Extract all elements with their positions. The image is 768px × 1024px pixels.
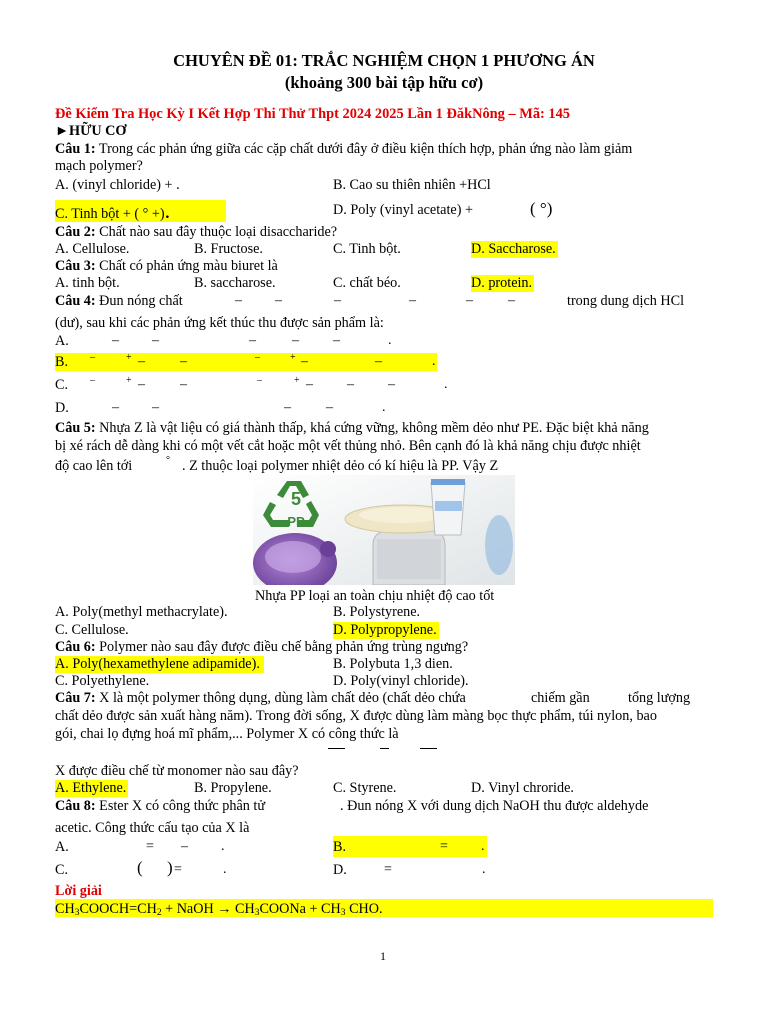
charge-sign: – — [90, 352, 95, 363]
recycle-number: 5 — [290, 489, 301, 509]
eq-text: + NaOH → CH — [161, 901, 255, 917]
question-label: Câu 3: — [55, 258, 96, 274]
recycle-code: PP — [287, 514, 305, 529]
q6-option-b: B. Polybuta 1,3 dien. — [333, 656, 453, 672]
formula-dash: . — [481, 839, 485, 854]
q2-option-b: B. Fructose. — [194, 241, 263, 257]
formula-dash: . — [444, 377, 448, 392]
exam-title: Đề Kiểm Tra Học Kỳ I Kết Hợp Thi Thử Thpt 2024 2025 Lần 1 ĐăkNông – Mã: 145 — [55, 106, 570, 122]
q3-option-a: A. tinh bột. — [55, 275, 120, 291]
q8-option-d: D. — [333, 862, 347, 878]
question-label: Câu 8: — [55, 798, 96, 814]
q6-option-d: D. Poly(vinyl chloride). — [333, 673, 469, 689]
degree-sign: ° — [166, 455, 170, 466]
question-7-text-4: X được điều chế từ monomer nào sau đây? — [55, 763, 299, 779]
question-3 — [55, 258, 278, 275]
q2-option-d: D. Saccharose. — [471, 241, 556, 257]
question-label: Câu 7: — [55, 690, 96, 706]
q1-option-c — [55, 198, 171, 223]
q1-option-d-formula: ( °) — [530, 199, 553, 218]
question-5-text-3b: . Z thuộc loại polymer nhiệt dẻo có kí hiệu là PP. Vậy Z — [182, 458, 499, 474]
formula-equals: = — [384, 862, 392, 877]
formula-dash: – — [409, 293, 416, 308]
formula-dash: – — [306, 377, 313, 392]
solution-label: Lời giải — [55, 883, 102, 899]
question-5-text-3a: độ cao lên tới — [55, 458, 133, 474]
formula-dash: – — [152, 400, 159, 415]
pp-plastic-image — [253, 475, 515, 585]
formula-equals: = — [146, 839, 154, 854]
formula-dash: – — [347, 377, 354, 392]
q8-option-b: B. — [333, 839, 347, 855]
charge-sign: + — [126, 352, 132, 363]
formula-equals: = — [174, 862, 182, 877]
formula-dash: . — [432, 354, 436, 369]
formula-paren: ) — [167, 858, 173, 877]
charge-sign: + — [126, 375, 132, 386]
formula-dash: – — [138, 377, 145, 392]
question-6 — [55, 639, 468, 656]
formula-dash: . — [223, 862, 227, 877]
q1-option-c-dot: . — [164, 198, 171, 223]
question-text: Ester X có công thức phân tử — [95, 798, 266, 814]
eq-text: COOCH=CH — [79, 901, 157, 917]
q8-option-c: C. — [55, 862, 69, 878]
bond-line — [328, 748, 345, 749]
formula-dash: . — [482, 862, 486, 877]
formula-dash: – — [180, 354, 187, 369]
bond-line — [420, 748, 437, 749]
formula-dash: – — [112, 333, 119, 348]
question-7-text-1c: tổng lượng — [628, 690, 691, 706]
formula-dash: – — [284, 400, 291, 415]
eq-subscript: 3 — [254, 908, 260, 918]
formula-dash: – — [180, 377, 187, 392]
question-5-text-2: bị xé rách dễ dàng khi có một vết cắt hoặc một vết thủng nhỏ. Bên cạnh đó là khả năng chịu được nhiệt — [55, 438, 641, 454]
eq-text: CHO. — [345, 901, 383, 917]
q1-option-b: B. Cao su thiên nhiên +HCl — [333, 177, 491, 193]
question-text: Chất nào sau đây thuộc loại disaccharide? — [95, 224, 338, 240]
question-label: Câu 6: — [55, 639, 96, 655]
q1-option-a: A. (vinyl chloride) + . — [55, 177, 180, 193]
question-text: Đun nóng chất — [95, 293, 183, 309]
question-label: Câu 1: — [55, 141, 96, 157]
q7-option-b: B. Propylene. — [194, 780, 272, 796]
charge-sign: – — [90, 375, 95, 386]
charge-sign: – — [255, 352, 260, 363]
question-8-text-1b: . Đun nóng X với dung dịch NaOH thu được aldehyde — [340, 798, 649, 814]
q3-option-d: D. protein. — [471, 275, 533, 291]
q1-option-c-text: C. Tinh bột + ( ° +) — [55, 206, 165, 222]
q4-option-b: B. — [55, 354, 69, 370]
q2-option-a: A. Cellulose. — [55, 241, 130, 257]
section-heading: ►HỮU CƠ — [55, 123, 127, 139]
formula-dash: – — [375, 354, 382, 369]
formula-dash: – — [152, 333, 159, 348]
question-text: X là một polymer thông dụng, dùng làm chất dẻo (chất dẻo chứa — [95, 690, 466, 706]
charge-sign: – — [257, 375, 262, 386]
q3-option-b: B. saccharose. — [194, 275, 276, 291]
q6-option-c: C. Polyethylene. — [55, 673, 150, 689]
bond-line — [380, 748, 389, 749]
formula-dash: . — [388, 333, 392, 348]
question-8-text-2: acetic. Công thức cấu tạo của X là — [55, 820, 250, 836]
charge-sign: + — [294, 375, 300, 386]
q1-option-d: D. Poly (vinyl acetate) + — [333, 202, 473, 218]
question-text: Trong các phản ứng giữa các cặp chất dưới đây ở điều kiện thích hợp, phản ứng nào làm giảm — [95, 141, 633, 157]
formula-paren: ( — [137, 858, 143, 877]
question-label: Câu 5: — [55, 420, 96, 436]
formula-dash: – — [181, 839, 188, 854]
question-7-text-2: chất dẻo được sản xuất hàng năm). Trong đời sống, X được dùng làm màng bọc thực phẩm, túi nylon, bao — [55, 708, 657, 724]
eq-subscript: 3 — [340, 908, 346, 918]
q6-option-a: A. Poly(hexamethylene adipamide). — [55, 656, 264, 673]
formula-dash: – — [333, 333, 340, 348]
q5-option-a: A. Poly(methyl methacrylate). — [55, 604, 228, 620]
formula-dash: – — [334, 293, 341, 308]
formula-dash: – — [275, 293, 282, 308]
q3-option-c: C. chất béo. — [333, 275, 401, 291]
formula-dash: – — [466, 293, 473, 308]
question-7-text-3: gói, chai lọ đựng hoá mĩ phẩm,... Polymer X có công thức là — [55, 726, 399, 742]
q7-option-a: A. Ethylene. — [55, 780, 127, 796]
eq-text: COONa + CH — [259, 901, 341, 917]
formula-dash: – — [138, 354, 145, 369]
question-text: Polymer nào sau đây được điều chế bằng phản ứng trùng ngưng? — [95, 639, 469, 655]
question-text: Nhựa Z là vật liệu có giá thành thấp, khá cứng vững, không mềm dẻo như PE. Đặc biệt khả năng — [95, 420, 649, 436]
formula-dash: . — [382, 400, 386, 415]
formula-dash: – — [249, 333, 256, 348]
q4-option-c: C. — [55, 377, 69, 393]
eq-subscript: 2 — [156, 908, 162, 918]
q5-option-d: D. Polypropylene. — [333, 622, 437, 638]
solution-equation — [55, 901, 383, 918]
formula-dash: . — [221, 839, 225, 854]
q8-highlight — [333, 836, 487, 857]
eq-text: CH — [55, 901, 75, 917]
question-8 — [55, 798, 265, 815]
document-subtitle: (khoảng 300 bài tập hữu cơ) — [284, 73, 484, 92]
formula-dash: – — [235, 293, 242, 308]
q8-option-a: A. — [55, 839, 69, 855]
formula-dash: – — [326, 400, 333, 415]
image-caption: Nhựa PP loại an toàn chịu nhiệt độ cao tốt — [255, 588, 495, 604]
question-4-text-cont: (dư), sau khi các phản ứng kết thúc thu được sản phẩm là: — [55, 315, 384, 331]
question-label: Câu 4: — [55, 293, 96, 309]
question-7 — [55, 690, 466, 707]
question-label: Câu 2: — [55, 224, 96, 240]
q7-option-d: D. Vinyl chroride. — [471, 780, 574, 796]
document-title: CHUYÊN ĐỀ 01: TRẮC NGHIỆM CHỌN 1 PHƯƠNG ÁN — [173, 51, 595, 70]
question-7-text-1b: chiếm gần — [531, 690, 590, 706]
question-1 — [55, 141, 632, 158]
question-5 — [55, 420, 649, 437]
formula-dash: – — [112, 400, 119, 415]
formula-dash: – — [292, 333, 299, 348]
charge-sign: + — [290, 352, 296, 363]
q5-option-b: B. Polystyrene. — [333, 604, 421, 620]
formula-equals: = — [440, 839, 448, 854]
question-1-text-cont: mạch polymer? — [55, 158, 143, 174]
question-4-text-end: trong dung dịch HCl — [567, 293, 685, 309]
q2-option-c: C. Tinh bột. — [333, 241, 401, 257]
formula-dash: – — [508, 293, 515, 308]
question-text: Chất có phản ứng màu biuret là — [95, 258, 278, 274]
question-2 — [55, 224, 337, 241]
eq-subscript: 3 — [74, 908, 80, 918]
q7-option-c: C. Styrene. — [333, 780, 397, 796]
q4-option-d: D. — [55, 400, 69, 416]
formula-dash: – — [301, 354, 308, 369]
page-number: 1 — [380, 949, 386, 963]
formula-dash: – — [388, 377, 395, 392]
q5-option-c: C. Cellulose. — [55, 622, 129, 638]
q4-option-a: A. — [55, 333, 69, 349]
question-4 — [55, 293, 183, 310]
